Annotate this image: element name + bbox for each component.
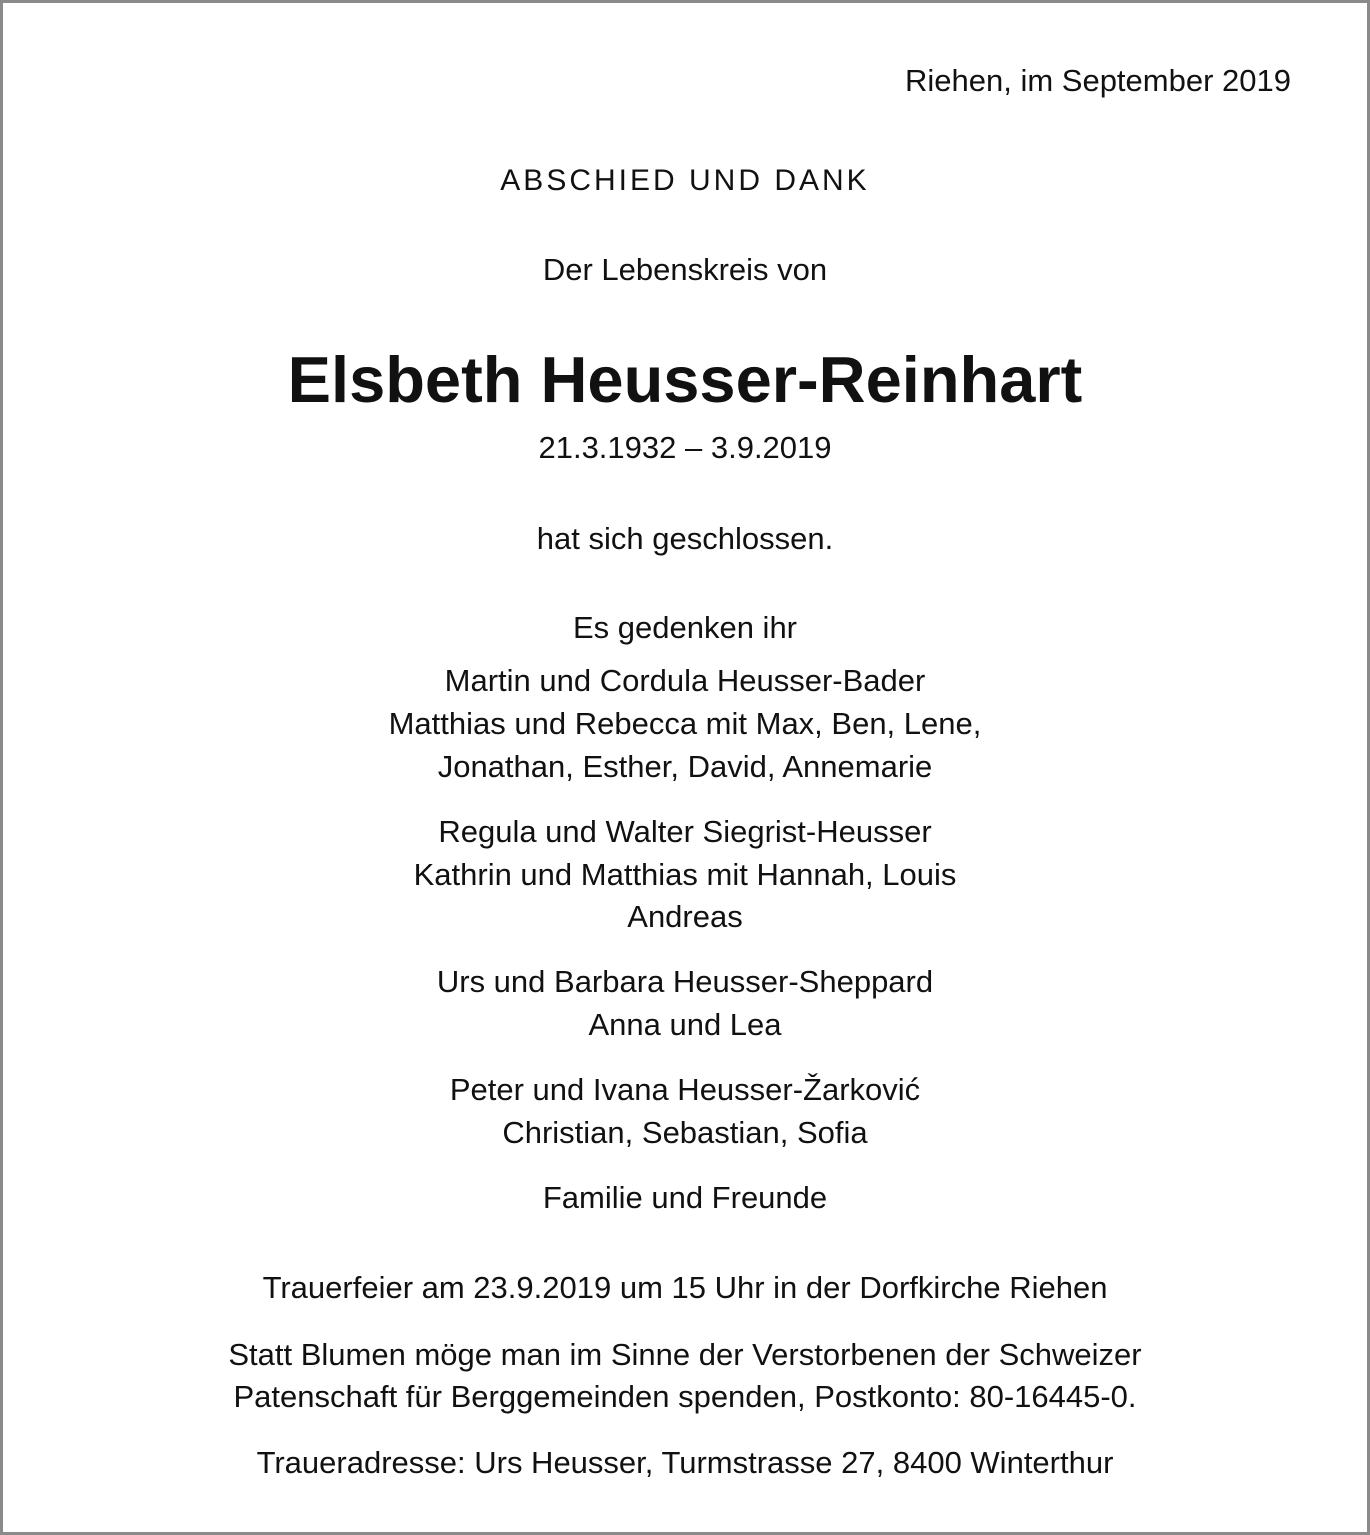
mourner-line: Martin und Cordula Heusser-Bader (444, 663, 926, 698)
ceremony-info: Trauerfeier am 23.9.2019 um 15 Uhr in der Dorfkirche Riehen (262, 1270, 1108, 1305)
closing-text: hat sich geschlossen. (536, 521, 834, 556)
mourner-line: Jonathan, Esther, David, Annemarie (437, 749, 933, 784)
mourner-line: Urs und Barbara Heusser-Sheppard (436, 964, 934, 999)
heading: ABSCHIED UND DANK (500, 164, 870, 197)
donation-line: Patenschaft für Berggemeinden spenden, Postkonto: 80-16445-0. (233, 1379, 1137, 1414)
mourner-line: Kathrin und Matthias mit Hannah, Louis (413, 857, 957, 892)
intro-text: Der Lebenskreis von (542, 252, 828, 287)
place-date: Riehen, im September 2019 (904, 63, 1291, 98)
life-dates: 21.3.1932 – 3.9.2019 (538, 430, 832, 465)
mourner-line: Familie und Freunde (542, 1180, 828, 1215)
mourner-line: Christian, Sebastian, Sofia (502, 1115, 868, 1150)
deceased-name: Elsbeth Heusser-Reinhart (287, 343, 1083, 416)
mourner-line: Andreas (627, 899, 743, 934)
mourner-line: Anna und Lea (588, 1007, 782, 1042)
mourner-line: Matthias und Rebecca mit Max, Ben, Lene, (388, 706, 982, 741)
mourners-intro: Es gedenken ihr (572, 610, 798, 645)
mourner-line: Peter und Ivana Heusser-Žarković (449, 1072, 921, 1107)
mourner-line: Regula und Walter Siegrist-Heusser (438, 814, 932, 849)
mourning-address: Traueradresse: Urs Heusser, Turmstrasse 27, 8400 Winterthur (256, 1445, 1114, 1480)
donation-line: Statt Blumen möge man im Sinne der Verstorbenen der Schweizer (228, 1337, 1142, 1372)
